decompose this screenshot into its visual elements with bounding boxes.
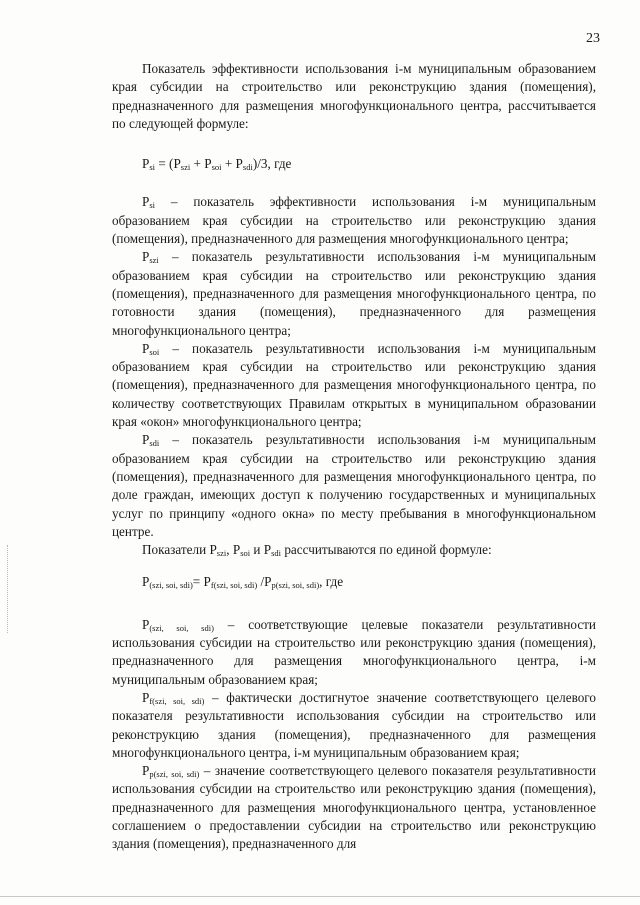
page-number: 23 (586, 31, 600, 46)
definition-p: $P_{(szi, soi, sdi)}$ – соответствующие целевые показатели результативности использования субсидии на строительство или реконструкцию здания (помещения), предназначенного для размещения многофункционального центра, i-м муниципальным образованием края; (112, 616, 596, 687)
definition-psoi: $P_{soi}$ – показатель результативности использования i-м муниципальным образованием края субсидии на строительство или реконструкцию здания (помещения), предназначенного для размещения многофункционального центра, по количеству соответствующих Правилам открытых в муниципальном образовании края «окон» многофункционального центра; (112, 340, 596, 430)
document-body (112, 60, 596, 854)
common-formula-intro: Показатели $P_{szi}$, $P_{soi}$ и $P_{sdi}$ рассчитываются по единой формуле: (142, 542, 492, 559)
definition-psdi: $P_{sdi}$ – показатель результативности использования i-м муниципальным образованием края субсидии на строительство или реконструкцию здания (помещения), предназначенного для размещения многофункционального центра, по доле граждан, имеющих доступ к получению государственных и муниципальных услуг по принципу «одного окна» по месту пребывания в многофункциональном центре. (112, 432, 596, 539)
definition-pszi: $P_{szi}$ – показатель результативности использования i-м муниципальным образованием края субсидии на строительство или реконструкцию здания (помещения), предназначенного для размещения многофункционального центра, по готовности здания (помещения), предназначенного для размещения многофункционального центра; (112, 249, 596, 338)
definition-psi: $P_{si}$ – показатель эффективности использования i-м муниципальным образованием края субсидии на строительство или реконструкцию здания (помещения), предназначенного для размещения многофункционального центра; (112, 194, 596, 247)
target-ratio-formula: $P_{(szi, soi, sdi)}= P_{f(szi, soi, sdi)}$ $/P_{p(szi, soi, sdi)}$, где (142, 574, 344, 591)
intro-paragraph: Показатель эффективности использования i-м муниципальным образованием края субсидии на строительство или реконструкцию здания (помещения), предназначенного для размещения многофункционального центра, рассчитывается по следующей формуле: (112, 61, 596, 131)
efficiency-formula: $P_{si} = (P_{szi} + P_{soi} + P_{sdi})/3$, где (142, 156, 292, 173)
definition-pp: $P_{p(szi, soi, sdi)}$ – значение соответствующего целевого показателя результативности использования субсидии на строительство или реконструкцию здания (помещения), предназначенного для размещения многофункционального центра, установленное соглашением о предоставлении субсидии на строительство или реконструкцию здания (помещения), предназначенного для (112, 763, 596, 852)
page-bottom-edge (0, 896, 640, 897)
definition-pf: $P_{f(szi, soi, sdi)}$ – фактически достигнутое значение соответствующего целевого показателя результативности использования субсидии на строительство или реконструкцию здания (помещения), предназначенного для размещения многофункционального центра, i-м муниципальным образованием края; (112, 689, 596, 760)
scan-margin-mark (7, 545, 9, 633)
